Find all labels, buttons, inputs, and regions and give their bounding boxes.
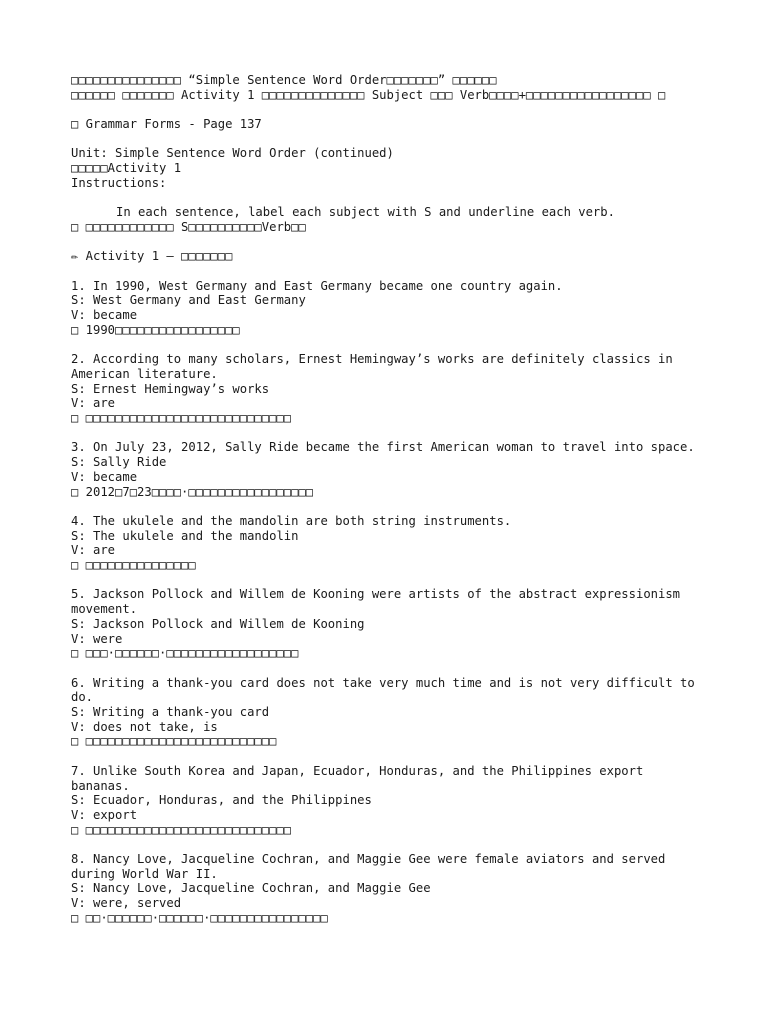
exercise-subject: S: Ecuador, Honduras, and the Philippines: [71, 793, 372, 808]
instructions-translation: □ □□□□□□□□□□□□ S□□□□□□□□□□Verb□□: [71, 219, 306, 234]
exercise-verb: V: were: [71, 631, 123, 646]
exercise-note: □ □□□□□□□□□□□□□□□□□□□□□□□□□□□□: [71, 822, 292, 837]
instructions-text: In each sentence, label each subject with S and underline each verb.: [116, 205, 615, 220]
header-line-1: □□□□□□□□□□□□□□□ “Simple Sentence Word Order□□□□□□□” □□□□□□: [71, 73, 497, 87]
exercise-note: □ □□□□□□□□□□□□□□□□□□□□□□□□□□: [71, 734, 277, 749]
exercise-subject: S: Nancy Love, Jacqueline Cochran, and Maggie Gee: [71, 881, 431, 896]
exercise-verb: V: export: [71, 807, 138, 822]
exercise-note: □ □□□□□□□□□□□□□□□□□□□□□□□□□□□□: [71, 411, 292, 426]
exercise-item: [71, 676, 708, 750]
exercise-subject: S: The ukulele and the mandolin: [71, 528, 299, 543]
exercise-sentence: 7. Unlike South Korea and Japan, Ecuador, Honduras, and the Philippines export bananas.: [71, 763, 651, 793]
exercise-item: [71, 279, 708, 338]
exercise-note: □ □□□□□□□□□□□□□□□: [71, 558, 196, 573]
spacer: [71, 102, 708, 117]
unit-title: Unit: Simple Sentence Word Order (continued): [71, 146, 394, 161]
spacer: [71, 264, 708, 279]
exercise-item: [71, 587, 708, 661]
exercise-subject: S: Ernest Hemingway’s works: [71, 381, 270, 396]
exercise-sentence: 8. Nancy Love, Jacqueline Cochran, and Maggie Gee were female aviators and served during World War II.: [71, 852, 673, 881]
activity-heading: ✏ Activity 1 – □□□□□□□: [71, 249, 233, 264]
spacer: [71, 573, 708, 588]
spacer: [71, 338, 708, 353]
exercise-list: [71, 279, 708, 926]
exercise-sentence: 6. Writing a thank-you card does not take very much time and is not very difficult to do.: [71, 675, 703, 705]
exercise-sentence: 3. On July 23, 2012, Sally Ride became the first American woman to travel into space.: [71, 440, 695, 455]
spacer: [71, 191, 708, 206]
exercise-item: [71, 352, 708, 426]
exercise-note: □ □□·□□□□□□·□□□□□□·□□□□□□□□□□□□□□□□: [71, 910, 328, 925]
spacer: [71, 837, 708, 852]
exercise-subject: S: Jackson Pollock and Willem de Kooning: [71, 616, 365, 631]
header-line-2: □□□□□□ □□□□□□□ Activity 1 □□□□□□□□□□□□□□ Subject □□□ Verb□□□□+□□□□□□□□□□□□□□□□□ □: [71, 87, 666, 102]
exercise-verb: V: are: [71, 396, 116, 411]
exercise-item: [71, 852, 708, 926]
exercise-note: □ □□□·□□□□□□·□□□□□□□□□□□□□□□□□□: [71, 646, 299, 661]
exercise-note: □ 1990□□□□□□□□□□□□□□□□□: [71, 322, 240, 337]
exercise-item: [71, 514, 708, 573]
exercise-subject: S: Writing a thank-you card: [71, 705, 270, 720]
spacer: [71, 749, 708, 764]
exercise-item: [71, 764, 708, 838]
spacer: [71, 499, 708, 514]
exercise-sentence: 2. According to many scholars, Ernest Hemingway’s works are definitely classics in American literature.: [71, 352, 681, 381]
exercise-subject: S: Sally Ride: [71, 455, 167, 470]
spacer: [71, 426, 708, 441]
spacer: [71, 132, 708, 147]
exercise-verb: V: were, served: [71, 896, 182, 911]
instructions-label: Instructions:: [71, 175, 167, 190]
exercise-verb: V: are: [71, 543, 116, 558]
exercise-verb: V: became: [71, 308, 138, 323]
exercise-note: □ 2012□7□23□□□□·□□□□□□□□□□□□□□□□□: [71, 484, 314, 499]
source-reference: □ Grammar Forms - Page 137: [71, 117, 262, 132]
exercise-item: [71, 440, 708, 499]
exercise-sentence: 5. Jackson Pollock and Willem de Kooning were artists of the abstract expressionism movement.: [71, 587, 688, 617]
exercise-verb: V: became: [71, 469, 138, 484]
exercise-verb: V: does not take, is: [71, 719, 218, 734]
spacer: [71, 235, 708, 250]
exercise-subject: S: West Germany and East Germany: [71, 293, 306, 308]
exercise-sentence: 1. In 1990, West Germany and East Germany became one country again.: [71, 278, 563, 293]
activity-label: □□□□□Activity 1: [71, 161, 182, 176]
exercise-sentence: 4. The ukulele and the mandolin are both string instruments.: [71, 513, 512, 528]
spacer: [71, 661, 708, 676]
